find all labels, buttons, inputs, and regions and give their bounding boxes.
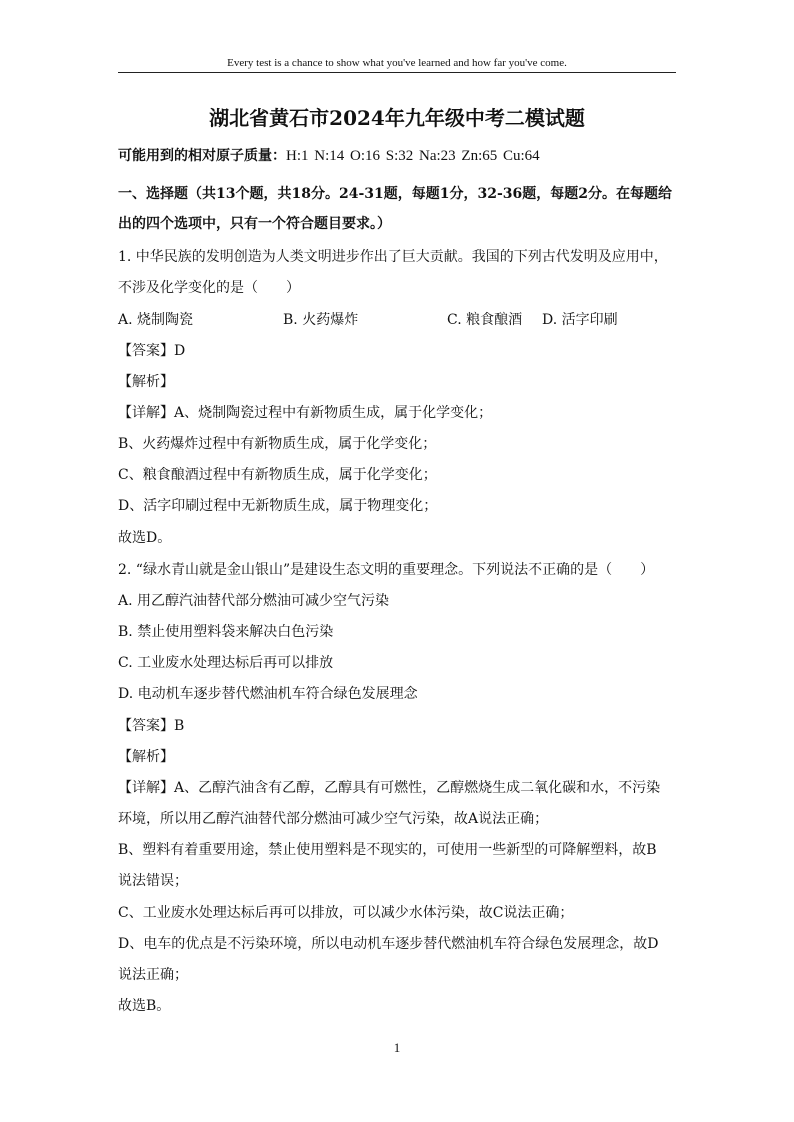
q2-detail-line: D、电车的优点是不污染环境，所以电动机车逐步替代燃油机车符合绿色发展理念，故D: [118, 936, 659, 952]
q1-detail-line: 【详解】A、烧制陶瓷过程中有新物质生成，属于化学变化；: [118, 405, 493, 421]
q2-option-d: D. 电动机车逐步替代燃油机车符合绿色发展理念: [118, 686, 418, 702]
q1-stem-line-2: 不涉及化学变化的是（ ）: [118, 280, 300, 296]
q1-option-b: B. 火药爆炸: [283, 312, 359, 328]
q1-option-a: A. 烧制陶瓷: [118, 312, 194, 328]
q1-analysis-label: 【解析】: [118, 374, 174, 390]
q2-detail-line: 环境，所以用乙醇汽油替代部分燃油可减少空气污染，故A说法正确；: [118, 811, 549, 827]
q1-detail-line: C、粮食酿酒过程中有新物质生成，属于化学变化；: [118, 467, 437, 483]
atomic-masses-line: [118, 146, 540, 166]
header-rule: [118, 72, 676, 73]
page-number: 1: [393, 1040, 401, 1055]
q2-option-c: C. 工业废水处理达标后再可以排放: [118, 655, 334, 671]
section-heading-line-1: 一、选择题（共13个题，共18分。24-31题，每题1分，32-36题，每题2分。在每题给: [118, 186, 672, 202]
q1-detail-line: D、活字印刷过程中无新物质生成，属于物理变化；: [118, 498, 438, 514]
q2-option-b: B. 禁止使用塑料袋来解决白色污染: [118, 624, 334, 640]
q2-detail-line: C、工业废水处理达标后再可以排放，可以减少水体污染，故C说法正确；: [118, 905, 574, 921]
section-heading-line-2: 出的四个选项中，只有一个符合题目要求。）: [118, 216, 391, 232]
q2-detail-line: B、塑料有着重要用途，禁止使用塑料是不现实的，可使用一些新型的可降解塑料，故B: [118, 842, 657, 858]
q1-conclusion: 故选D。: [118, 530, 172, 546]
q1-stem-line-1: 1. 中华民族的发明创造为人类文明进步作出了巨大贡献。我国的下列古代发明及应用中，: [118, 249, 668, 265]
q1-option-d: D. 活字印刷: [542, 312, 618, 328]
q1-answer: 【答案】D: [118, 343, 186, 359]
q2-answer: 【答案】B: [118, 718, 185, 734]
atomic-masses-label: 可能用到的相对原子质量：: [118, 148, 286, 164]
q2-option-a: A. 用乙醇汽油替代部分燃油可减少空气污染: [118, 593, 390, 609]
atomic-masses-values: H:1 N:14 O:16 S:32 Na:23 Zn:65 Cu:64: [286, 148, 540, 164]
exam-title: 湖北省黄石市2024年九年级中考二模试题: [209, 106, 585, 130]
q1-option-c: C. 粮食酿酒: [447, 312, 523, 328]
q2-conclusion: 故选B。: [118, 998, 171, 1014]
q2-detail-line: 说法错误；: [118, 873, 188, 889]
q2-detail-line: 说法正确；: [118, 967, 188, 983]
q1-detail-line: B、火药爆炸过程中有新物质生成，属于化学变化；: [118, 436, 437, 452]
q2-detail-line: 【详解】A、乙醇汽油含有乙醇，乙醇具有可燃性，乙醇燃烧生成二氧化碳和水，不污染: [118, 780, 661, 796]
page-header-motto: Every test is a chance to show what you've learned and how far you've come.: [227, 57, 567, 69]
q2-stem-line-1: 2. “绿水青山就是金山银山”是建设生态文明的重要理念。下列说法不正确的是（ ）: [118, 562, 655, 578]
q2-analysis-label: 【解析】: [118, 749, 174, 765]
